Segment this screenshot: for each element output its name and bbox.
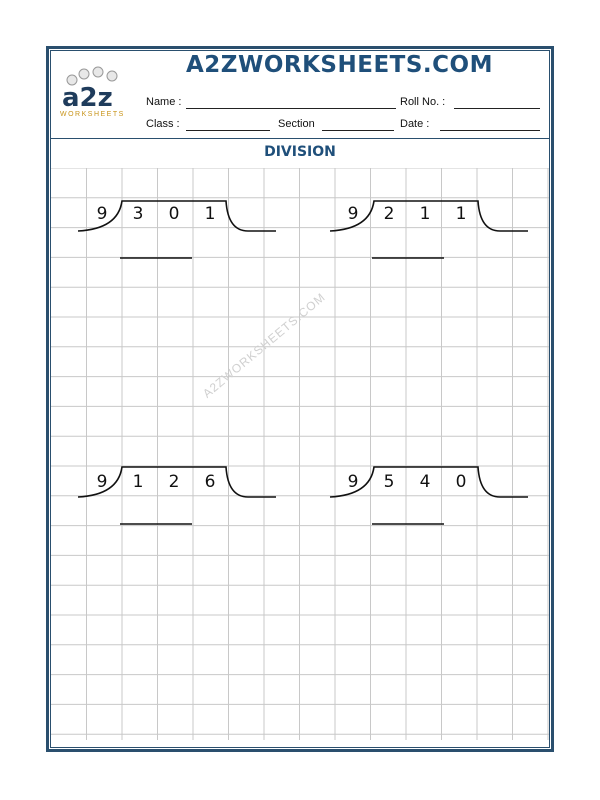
divisor: 9 xyxy=(96,204,108,224)
divisor: 9 xyxy=(96,472,108,492)
topic-title: DIVISION xyxy=(264,144,336,160)
dividend-digit: 1 xyxy=(204,204,216,224)
section-label: Section xyxy=(278,118,315,130)
dividend-digit: 2 xyxy=(168,472,180,492)
dividend-digit: 2 xyxy=(383,204,395,224)
dividend-digit: 6 xyxy=(204,472,216,492)
roll-label: Roll No. : xyxy=(400,96,446,108)
dividend-digit: 0 xyxy=(455,472,467,492)
date-label: Date : xyxy=(400,118,430,130)
dividend-digit: 4 xyxy=(419,472,431,492)
logo-text: a2z xyxy=(62,83,113,113)
class-label: Class : xyxy=(146,118,180,130)
divisor: 9 xyxy=(347,472,359,492)
dividend-digit: 0 xyxy=(168,204,180,224)
site-title: A2ZWORKSHEETS.COM xyxy=(186,52,493,78)
name-label: Name : xyxy=(146,96,182,108)
dividend-digit: 1 xyxy=(419,204,431,224)
logo-subtext: WORKSHEETS xyxy=(60,111,125,118)
dividend-digit: 1 xyxy=(132,472,144,492)
dividend-digit: 5 xyxy=(383,472,395,492)
dividend-digit: 3 xyxy=(132,204,144,224)
divisor: 9 xyxy=(347,204,359,224)
watermark: A2ZWORKSHEETS.COM xyxy=(200,289,329,401)
dividend-digit: 1 xyxy=(455,204,467,224)
